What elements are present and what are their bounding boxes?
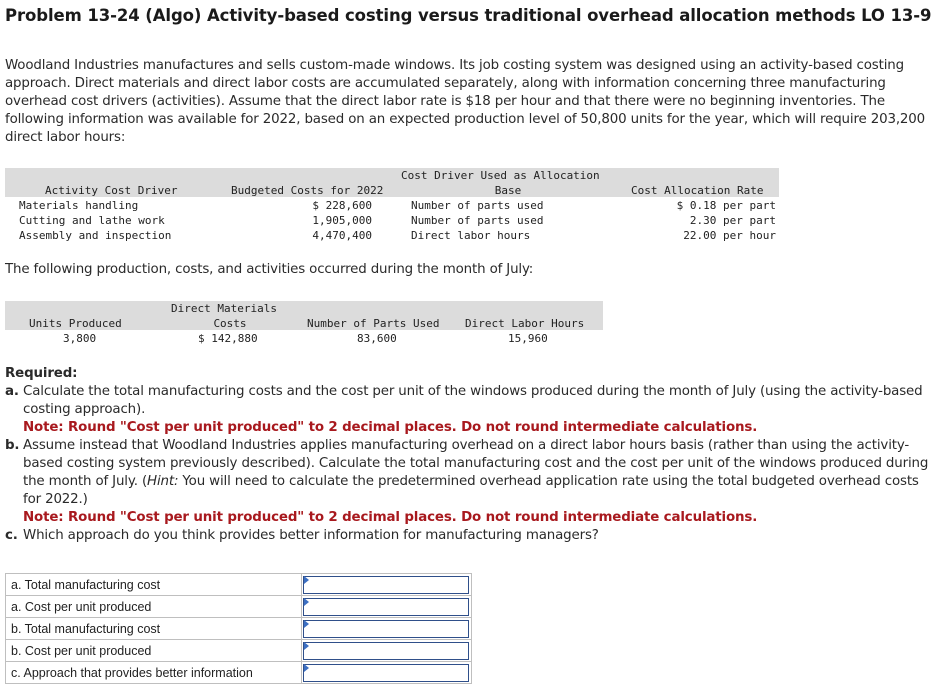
answer-label-b-total-cost: b. Total manufacturing cost <box>6 618 302 640</box>
requirement-b-label: b. <box>5 438 20 453</box>
answer-row <box>6 574 472 596</box>
july-intro-text: The following production, costs, and activities occurred during the month of July: <box>5 262 534 277</box>
answer-row <box>6 640 472 662</box>
answer-table <box>5 573 472 684</box>
answer-label-a-total-cost: a. Total manufacturing cost <box>6 574 302 596</box>
row2-activity: Cutting and lathe work <box>19 214 165 227</box>
requirement-c-text: Which approach do you think provides better information for manufacturing managers? <box>23 528 599 543</box>
answer-label-a-cost-per-unit: a. Cost per unit produced <box>6 596 302 618</box>
header-activity-cost-driver: Activity Cost Driver <box>45 184 178 197</box>
row1-rate: $ 0.18 per part <box>676 199 776 212</box>
requirement-b-note: Note: Round "Cost per unit produced" to 2 decimal places. Do not round intermediate calculations. <box>23 510 758 525</box>
requirement-a-text: Calculate the total manufacturing costs and the cost per unit of the windows produced during the month of July (using the activity-based costing approach). <box>23 384 923 417</box>
answer-input-c-approach[interactable] <box>303 664 469 682</box>
header-cost-driver-line1: Cost Driver Used as Allocation <box>401 169 600 182</box>
hint-label: Hint: <box>147 474 179 489</box>
value-direct-labor-hours: 15,960 <box>508 332 548 345</box>
answer-input-a-total-cost[interactable] <box>303 576 469 594</box>
value-units-produced: 3,800 <box>63 332 97 345</box>
header-cost-allocation-rate: Cost Allocation Rate <box>631 184 764 197</box>
row2-driver: Number of parts used <box>411 214 544 227</box>
header-direct-materials-line1: Direct Materials <box>171 302 277 315</box>
required-section <box>5 365 935 545</box>
header-direct-labor-hours: Direct Labor Hours <box>465 317 585 330</box>
answer-input-a-cost-per-unit[interactable] <box>303 598 469 616</box>
answer-input-b-cost-per-unit[interactable] <box>303 642 469 660</box>
value-direct-materials: $ 142,880 <box>198 332 258 345</box>
answer-row <box>6 596 472 618</box>
header-direct-materials-line2: Costs <box>213 317 247 330</box>
row3-activity: Assembly and inspection <box>19 229 172 242</box>
requirement-a-label: a. <box>5 384 19 399</box>
row2-budgeted: 1,905,000 <box>312 214 372 227</box>
header-units-produced: Units Produced <box>29 317 122 330</box>
header-number-of-parts: Number of Parts Used <box>307 317 440 330</box>
answer-row <box>6 618 472 640</box>
intro-paragraph: Woodland Industries manufactures and sells custom-made windows. Its job costing system was designed using an activity-based costing approach. Direct materials and direct labor costs are accumulated separately, along with information concerning three manufacturing overhead cost drivers (activities). Assume that the direct labor rate is $18 per hour and that there were no beginning inventories. The following information was available for 2022, based on an expected production level of 50,800 units for the year, which will require 203,200 direct labor hours: <box>5 58 926 145</box>
row2-rate: 2.30 per part <box>689 214 776 227</box>
requirement-a <box>5 383 935 437</box>
answer-label-b-cost-per-unit: b. Cost per unit produced <box>6 640 302 662</box>
requirement-a-note: Note: Round "Cost per unit produced" to 2 decimal places. Do not round intermediate calculations. <box>23 420 758 435</box>
row3-driver: Direct labor hours <box>411 229 531 242</box>
header-budgeted-costs: Budgeted Costs for 2022 <box>231 184 384 197</box>
requirement-c <box>5 527 935 545</box>
answer-input-b-total-cost[interactable] <box>303 620 469 638</box>
answer-row <box>6 662 472 684</box>
requirement-b-text: Assume instead that Woodland Industries applies manufacturing overhead on a direct labor hours basis (rather than using the activity-based costing system previously described). Calculate the total manufacturing cost and the cost per unit of the windows produced during the month of July. (Hint: You will need to calculate the predetermined overhead application rate using the total budgeted overhead costs for 2022.) <box>23 438 929 507</box>
row1-budgeted: $ 228,600 <box>312 199 372 212</box>
requirement-b <box>5 437 935 527</box>
problem-title: Problem 13-24 (Algo) Activity-based costing versus traditional overhead allocation methods LO 13-9 <box>5 6 932 25</box>
answer-label-c-approach: c. Approach that provides better information <box>6 662 302 684</box>
row1-driver: Number of parts used <box>411 199 544 212</box>
value-parts-used: 83,600 <box>357 332 397 345</box>
header-cost-driver-line2: Base <box>494 184 522 197</box>
required-heading: Required: <box>5 366 78 381</box>
row3-rate: 22.00 per hour <box>683 229 776 242</box>
row1-activity: Materials handling <box>19 199 139 212</box>
row3-budgeted: 4,470,400 <box>312 229 372 242</box>
requirement-c-label: c. <box>5 528 18 543</box>
